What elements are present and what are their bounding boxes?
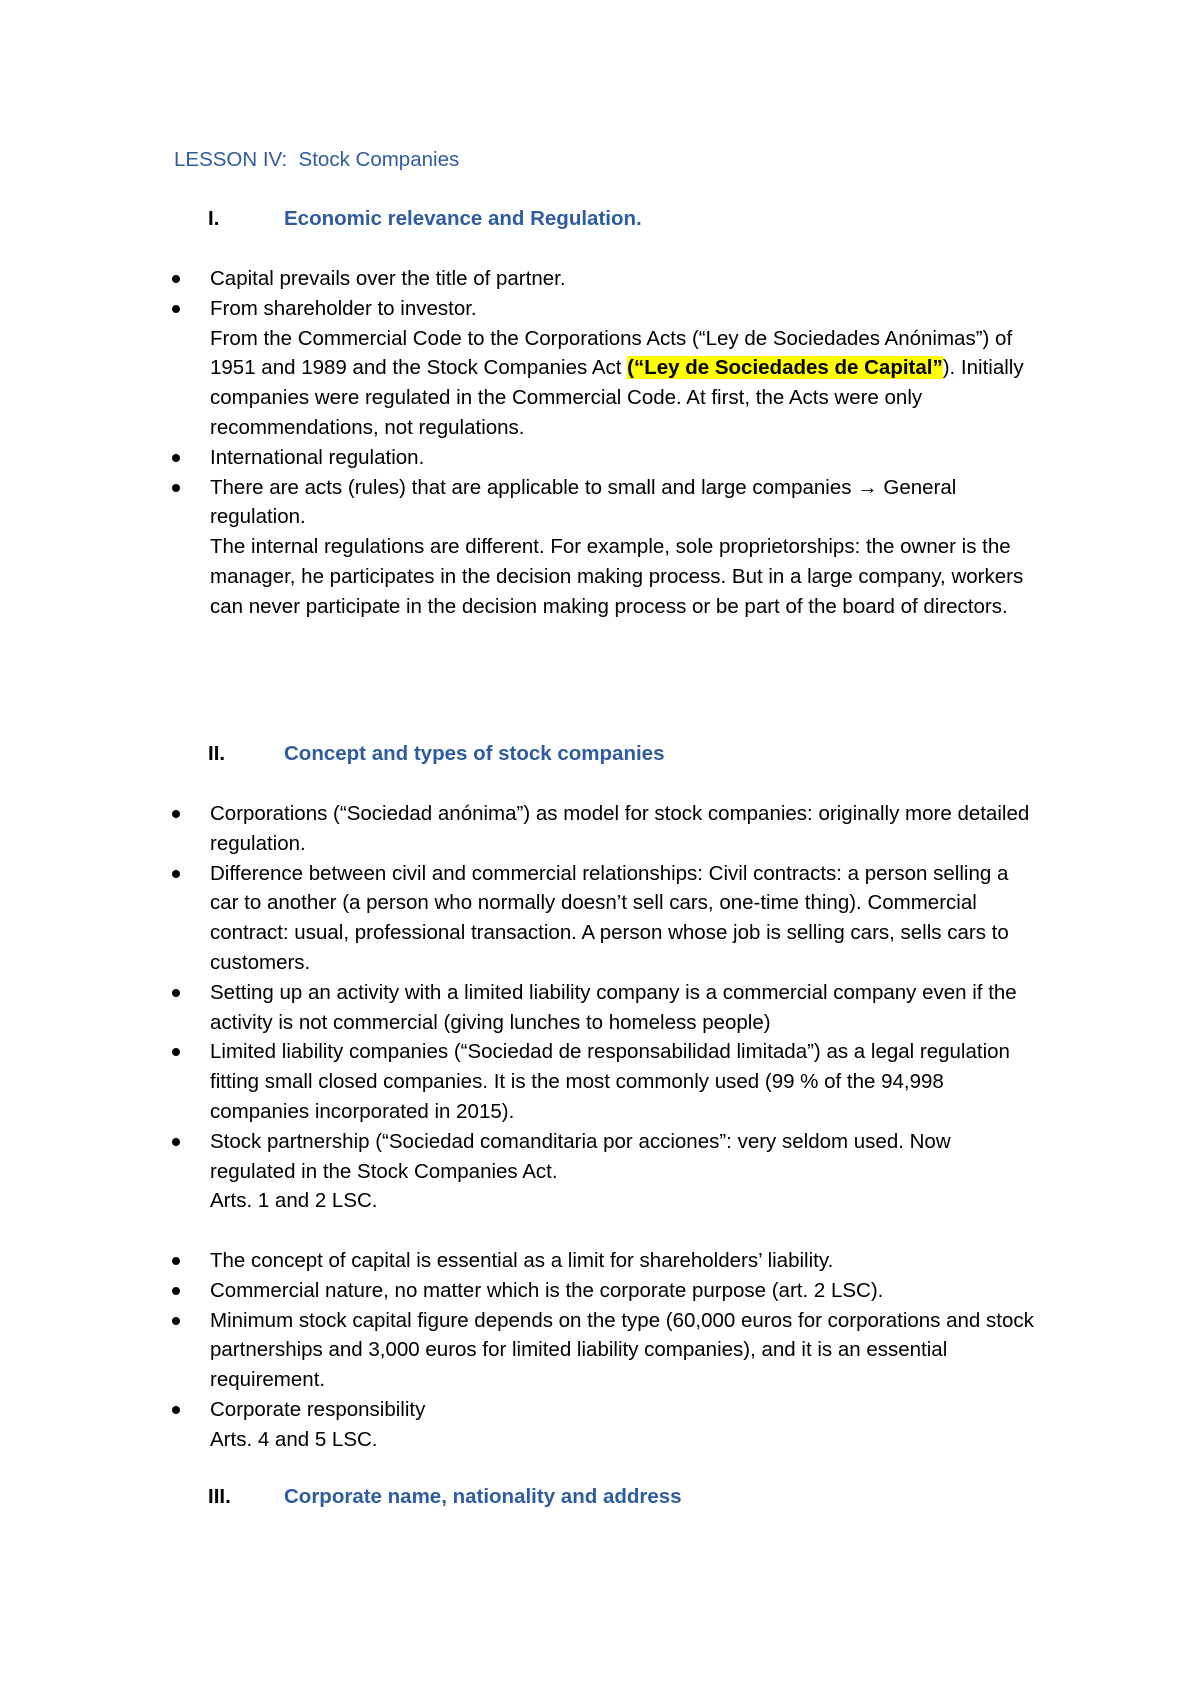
list-item	[0, 473, 1200, 622]
section-title: Concept and types of stock companies	[284, 742, 665, 765]
lesson-title: LESSON IV: Stock Companies	[174, 148, 460, 171]
bullet-text: From shareholder to investor.	[210, 296, 477, 320]
bullet-text: Difference between civil and commercial relationships: Civil contracts: a person selling a car to another (a person who normally doesn’t sell cars, one-time thing). Commercial contract: usual, professional transaction. A person whose job is selling cars, sells cars to customers.	[210, 861, 1009, 974]
continuation-text: ). Initially companies were regulated in the Commercial Code. At first, the Acts were only recommendations, not regulations.	[210, 356, 1024, 439]
bullet-icon	[172, 989, 180, 997]
section-number: I.	[208, 207, 220, 230]
bullet-icon	[172, 275, 180, 283]
highlighted-text: (“Ley de Sociedades de Capital”	[627, 356, 943, 380]
section-2-bullet-list	[0, 799, 1200, 1455]
bullet-continuation	[210, 324, 1040, 443]
section-1-bullet-list	[0, 264, 1200, 622]
bullet-icon	[172, 870, 180, 878]
list-item	[0, 1276, 1200, 1306]
section-number: III.	[208, 1485, 231, 1508]
continuation-text: From the Commercial Code to the Corporations Acts (“Ley de Sociedades Anónimas”) of 1951 and 1989 and the Stock Companies Act	[210, 326, 1013, 380]
bullet-text: Commercial nature, no matter which is the corporate purpose (art. 2 LSC).	[210, 1278, 884, 1302]
section-heading-1	[208, 204, 642, 234]
bullet-icon	[172, 305, 180, 313]
bullet-icon	[172, 1138, 180, 1146]
list-item	[0, 1306, 1200, 1395]
list-item	[0, 1127, 1200, 1216]
list-item	[0, 1037, 1200, 1126]
bullet-text: International regulation.	[210, 445, 425, 469]
bullet-text: The concept of capital is essential as a limit for shareholders’ liability.	[210, 1248, 834, 1272]
bullet-text: Setting up an activity with a limited liability company is a commercial company even if the activity is not commercial (giving lunches to homeless people)	[210, 980, 1017, 1034]
bullet-icon	[172, 1406, 180, 1414]
bullet-icon	[172, 1317, 180, 1325]
list-item	[0, 799, 1200, 859]
list-item	[0, 443, 1200, 473]
bullet-text: Stock partnership (“Sociedad comanditaria por acciones”: very seldom used. Now regulated in the Stock Companies Act.	[210, 1129, 951, 1183]
bullet-icon	[172, 1287, 180, 1295]
bullet-text: Corporations (“Sociedad anónima”) as model for stock companies: originally more detailed regulation.	[210, 802, 1030, 855]
bullet-text: Minimum stock capital figure depends on the type (60,000 euros for corporations and stock partnerships and 3,000 euros for limited liability companies), and it is an essential requirement.	[210, 1308, 1034, 1392]
section-number: II.	[208, 742, 226, 765]
bullet-continuation: Arts. 1 and 2 LSC.	[210, 1189, 378, 1213]
bullet-icon	[172, 484, 180, 492]
list-item	[0, 294, 1200, 443]
list-item	[0, 264, 1200, 294]
bullet-icon	[172, 810, 180, 818]
bullet-continuation: Arts. 4 and 5 LSC.	[210, 1427, 378, 1451]
section-heading-2	[208, 739, 664, 769]
bullet-text: There are acts (rules) that are applicable to small and large companies → General regulation.	[210, 475, 957, 529]
section-title: Economic relevance and Regulation.	[284, 207, 642, 230]
bullet-text: Capital prevails over the title of partner.	[210, 267, 566, 290]
bullet-icon	[172, 1048, 180, 1056]
bullet-icon	[172, 454, 180, 462]
bullet-text: Corporate responsibility	[210, 1397, 426, 1421]
list-item	[0, 1246, 1200, 1276]
section-heading-3	[208, 1482, 682, 1512]
list-item	[0, 978, 1200, 1038]
section-title: Corporate name, nationality and address	[284, 1485, 682, 1508]
bullet-continuation: The internal regulations are different. For example, sole proprietorships: the owner is the manager, he participates in the decision making process. But in a large company, workers can never participate in the decision making process or be part of the board of directors.	[210, 535, 1024, 618]
bullet-icon	[172, 1257, 180, 1265]
blank-line	[0, 1216, 1200, 1246]
list-item	[0, 859, 1200, 978]
list-item	[0, 1395, 1200, 1455]
bullet-text: Limited liability companies (“Sociedad de responsabilidad limitada”) as a legal regulation fitting small closed companies. It is the most commonly used (99 % of the 94,998 companies incorporated in 2015).	[210, 1040, 1010, 1123]
